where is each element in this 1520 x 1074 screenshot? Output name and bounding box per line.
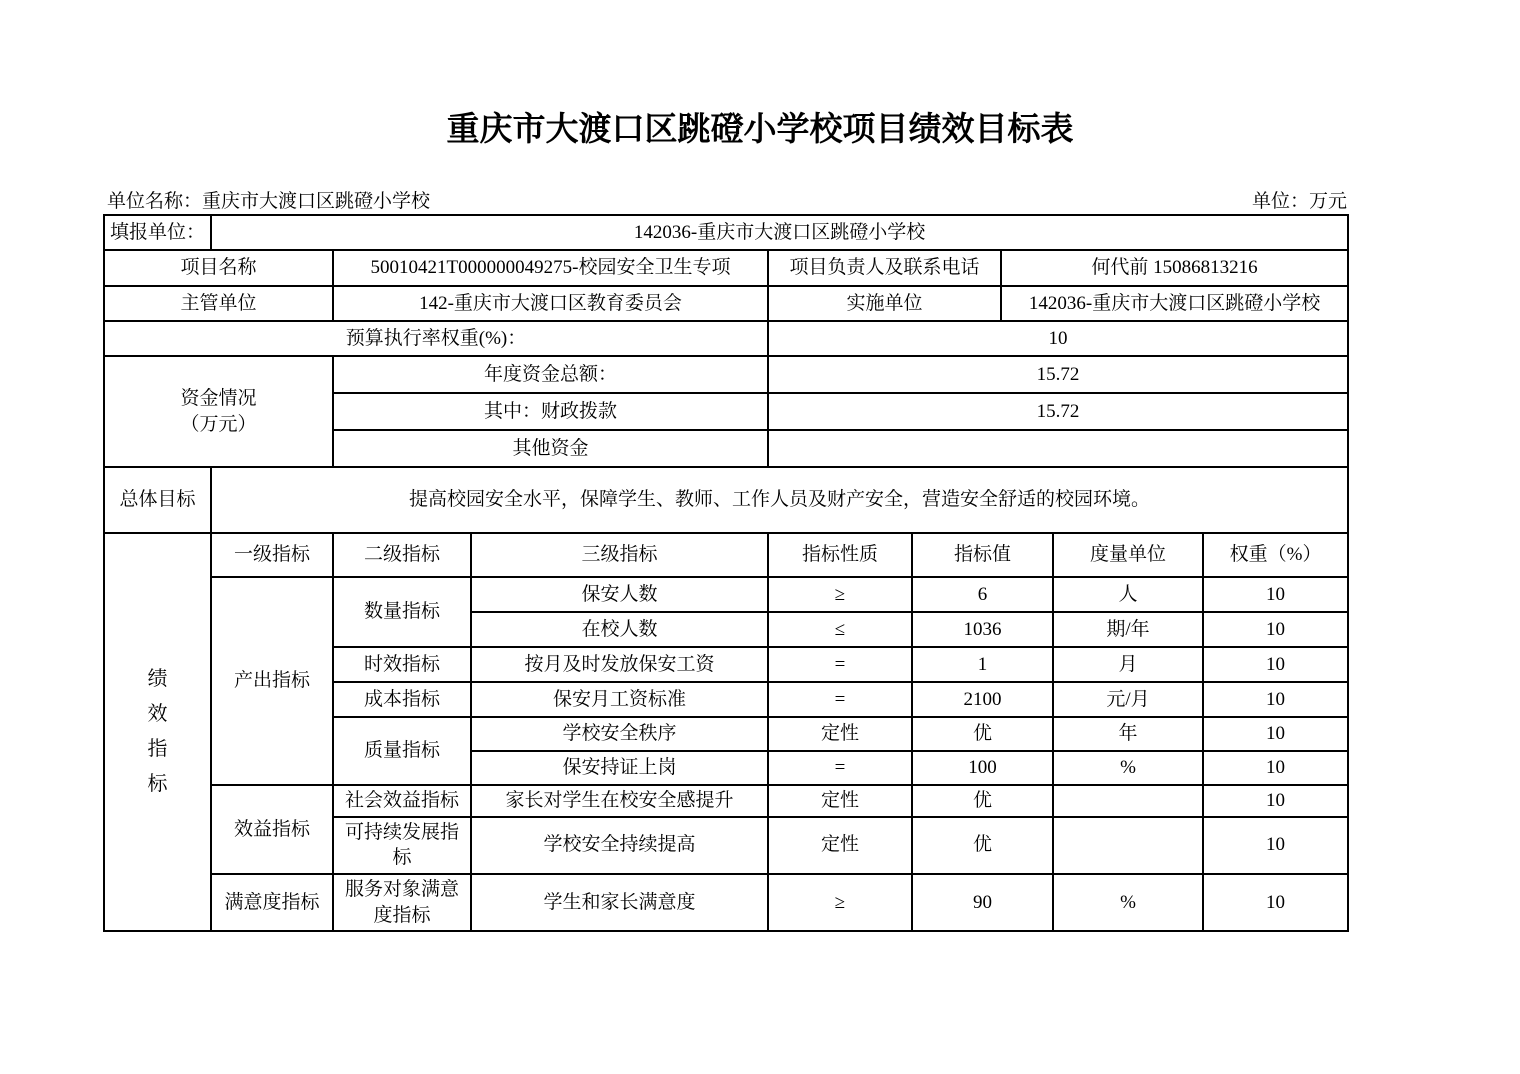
- implementer-value: 142036-重庆市大渡口区跳磴小学校: [1001, 286, 1348, 321]
- filling-unit-value: 142036-重庆市大渡口区跳磴小学校: [211, 215, 1348, 250]
- implementer-label: 实施单位: [768, 286, 1001, 321]
- annual-total-value: 15.72: [768, 356, 1348, 393]
- unit-cell: 月: [1053, 647, 1203, 682]
- unit-cell: %: [1053, 874, 1203, 931]
- unit-cell: 人: [1053, 577, 1203, 612]
- level3-cell: 在校人数: [471, 612, 768, 647]
- header-value: 指标值: [912, 533, 1053, 577]
- value-cell: 优: [912, 817, 1053, 874]
- row-indicator-header: [104, 533, 1348, 577]
- value-cell: 100: [912, 751, 1053, 785]
- value-cell: 优: [912, 785, 1053, 817]
- nature-cell: 定性: [768, 717, 912, 751]
- level2-service: 服务对象满意度指标: [333, 874, 471, 931]
- performance-target-table: [103, 214, 1349, 932]
- leader-label: 项目负责人及联系电话: [768, 250, 1001, 286]
- annual-total-label: 年度资金总额：: [333, 356, 768, 393]
- level2-quantity: 数量指标: [333, 577, 471, 647]
- value-cell: 6: [912, 577, 1053, 612]
- meta-row: [107, 186, 1347, 213]
- nature-cell: ≥: [768, 874, 912, 931]
- level3-cell: 学生和家长满意度: [471, 874, 768, 931]
- perf-side-char: 标: [147, 773, 168, 796]
- funds-section-label: [104, 356, 333, 467]
- level2-quality: 质量指标: [333, 717, 471, 785]
- unit-cell: [1053, 785, 1203, 817]
- level3-cell: 家长对学生在校安全感提升: [471, 785, 768, 817]
- perf-side-label: [104, 533, 211, 931]
- indicator-row: [104, 577, 1348, 612]
- weight-cell: 10: [1203, 751, 1348, 785]
- row-filling-unit: [104, 215, 1348, 250]
- row-supervisor: [104, 286, 1348, 321]
- level3-cell: 保安人数: [471, 577, 768, 612]
- page-title: 重庆市大渡口区跳磴小学校项目绩效目标表: [446, 110, 1074, 147]
- header-level1: 一级指标: [211, 533, 333, 577]
- supervisor-label: 主管单位: [104, 286, 333, 321]
- currency-unit-label: 单位：万元: [1251, 191, 1347, 212]
- weight-cell: 10: [1203, 717, 1348, 751]
- indicator-row: [104, 874, 1348, 931]
- weight-cell: 10: [1203, 577, 1348, 612]
- other-funds-value: [768, 430, 1348, 467]
- unit-cell: 期/年: [1053, 612, 1203, 647]
- project-name-value: 50010421T000000049275-校园安全卫生专项: [333, 250, 768, 286]
- overall-goal-label: 总体目标: [104, 467, 211, 533]
- level1-output: 产出指标: [211, 577, 333, 785]
- header-nature: 指标性质: [768, 533, 912, 577]
- weight-cell: 10: [1203, 682, 1348, 717]
- row-overall-goal: [104, 467, 1348, 533]
- leader-value: 何代前 15086813216: [1001, 250, 1348, 286]
- nature-cell: ≤: [768, 612, 912, 647]
- nature-cell: ≥: [768, 577, 912, 612]
- level1-satisfaction: 满意度指标: [211, 874, 333, 931]
- filling-unit-label: 填报单位：: [104, 215, 211, 250]
- perf-side-char: 绩: [147, 668, 168, 691]
- value-cell: 90: [912, 874, 1053, 931]
- funds-section-line1: 资金情况: [180, 387, 257, 409]
- funds-section-line2: （万元）: [180, 413, 257, 435]
- perf-side-char: 效: [147, 703, 168, 726]
- other-funds-label: 其他资金: [333, 430, 768, 467]
- weight-cell: 10: [1203, 785, 1348, 817]
- level2-sustainable: 可持续发展指标: [333, 817, 471, 874]
- fiscal-label: 其中：财政拨款: [333, 393, 768, 430]
- perf-side-char: 指: [147, 738, 168, 761]
- header-unit: 度量单位: [1053, 533, 1203, 577]
- unit-cell: %: [1053, 751, 1203, 785]
- nature-cell: =: [768, 751, 912, 785]
- unit-cell: 年: [1053, 717, 1203, 751]
- supervisor-value: 142-重庆市大渡口区教育委员会: [333, 286, 768, 321]
- level3-cell: 按月及时发放保安工资: [471, 647, 768, 682]
- nature-cell: 定性: [768, 785, 912, 817]
- level2-cost: 成本指标: [333, 682, 471, 717]
- header-weight: 权重（%）: [1203, 533, 1348, 577]
- value-cell: 1: [912, 647, 1053, 682]
- unit-name-label: 单位名称：重庆市大渡口区跳磴小学校: [107, 191, 431, 212]
- level2-social: 社会效益指标: [333, 785, 471, 817]
- weight-cell: 10: [1203, 612, 1348, 647]
- project-name-label: 项目名称: [104, 250, 333, 286]
- value-cell: 1036: [912, 612, 1053, 647]
- level3-cell: 保安月工资标准: [471, 682, 768, 717]
- nature-cell: =: [768, 647, 912, 682]
- budget-rate-value: 10: [768, 321, 1348, 356]
- budget-rate-label: 预算执行率权重(%)：: [104, 321, 768, 356]
- level3-cell: 保安持证上岗: [471, 751, 768, 785]
- level3-cell: 学校安全秩序: [471, 717, 768, 751]
- level1-benefit: 效益指标: [211, 785, 333, 874]
- value-cell: 优: [912, 717, 1053, 751]
- weight-cell: 10: [1203, 817, 1348, 874]
- row-annual-total: [104, 356, 1348, 393]
- weight-cell: 10: [1203, 874, 1348, 931]
- unit-cell: 元/月: [1053, 682, 1203, 717]
- level3-cell: 学校安全持续提高: [471, 817, 768, 874]
- header-level2: 二级指标: [333, 533, 471, 577]
- row-project-name: [104, 250, 1348, 286]
- nature-cell: 定性: [768, 817, 912, 874]
- value-cell: 2100: [912, 682, 1053, 717]
- weight-cell: 10: [1203, 647, 1348, 682]
- nature-cell: =: [768, 682, 912, 717]
- overall-goal-text: 提高校园安全水平，保障学生、教师、工作人员及财产安全，营造安全舒适的校园环境。: [211, 467, 1348, 533]
- header-level3: 三级指标: [471, 533, 768, 577]
- indicator-row: [104, 785, 1348, 817]
- row-budget-rate: [104, 321, 1348, 356]
- unit-cell: [1053, 817, 1203, 874]
- level2-timeliness: 时效指标: [333, 647, 471, 682]
- fiscal-value: 15.72: [768, 393, 1348, 430]
